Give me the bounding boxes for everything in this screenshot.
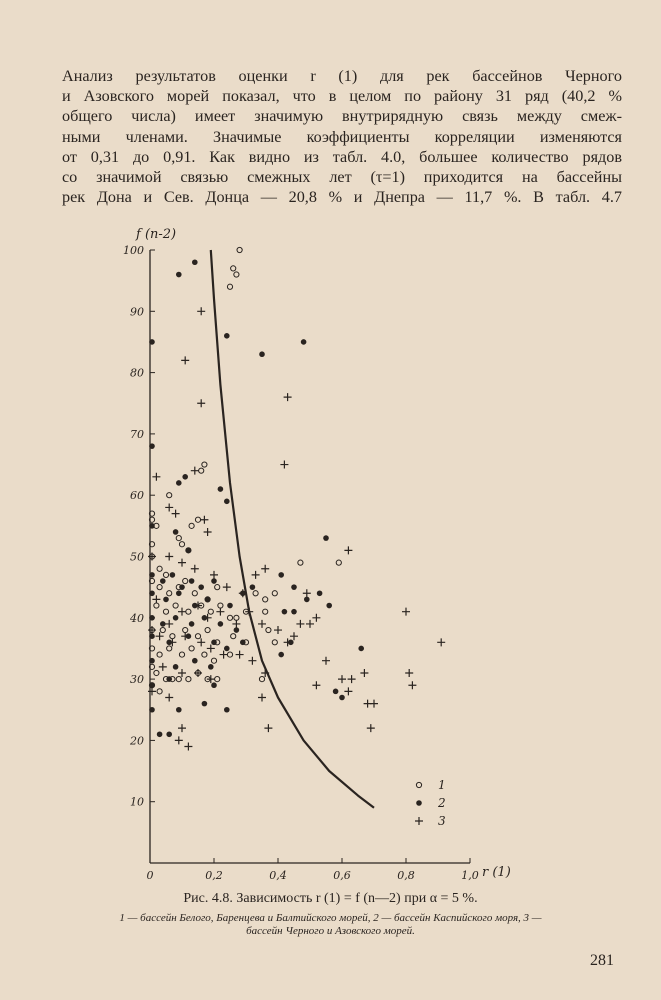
data-point-series-2 <box>186 548 192 554</box>
data-point-series-1 <box>215 677 220 682</box>
paragraph-line: общего числа) имеет значимую внутрирядную связь между смеж- <box>62 107 622 126</box>
data-point-series-1 <box>272 640 277 645</box>
data-point-series-3 <box>178 559 186 567</box>
data-point-series-3 <box>216 608 224 616</box>
data-point-series-3 <box>274 626 282 634</box>
data-point-series-3 <box>306 620 314 628</box>
data-point-series-2 <box>205 597 211 603</box>
data-point-series-1 <box>179 652 184 657</box>
data-point-series-2 <box>189 578 195 584</box>
data-point-series-1 <box>183 578 188 583</box>
data-point-series-3 <box>191 467 199 475</box>
data-point-series-2 <box>323 535 329 541</box>
data-point-series-2 <box>218 486 224 492</box>
data-point-series-2 <box>149 572 155 578</box>
data-point-series-1 <box>183 627 188 632</box>
data-point-series-1 <box>195 634 200 639</box>
data-point-series-2 <box>179 584 185 590</box>
chart-legend <box>415 778 446 828</box>
data-point-series-3 <box>220 651 228 659</box>
y-tick-label: 90 <box>130 305 144 319</box>
data-point-series-3 <box>232 620 240 628</box>
data-point-series-2 <box>250 584 256 590</box>
data-point-series-3 <box>204 614 212 622</box>
data-point-series-3 <box>200 516 208 524</box>
critical-curve-group <box>211 250 374 808</box>
data-point-series-3 <box>178 608 186 616</box>
data-point-series-3 <box>402 608 410 616</box>
data-point-series-1 <box>163 572 168 577</box>
data-point-series-2 <box>149 633 155 639</box>
data-point-series-2 <box>163 597 169 603</box>
data-point-series-1 <box>176 536 181 541</box>
data-point-series-1 <box>218 603 223 608</box>
data-point-series-3 <box>367 724 375 732</box>
data-point-series-1 <box>234 272 239 277</box>
data-point-series-2 <box>301 339 307 345</box>
legend-label: 3 <box>438 814 446 828</box>
data-point-series-3 <box>165 620 173 628</box>
data-point-series-3 <box>152 473 160 481</box>
data-point-series-2 <box>278 652 284 658</box>
legend-marker <box>415 817 423 825</box>
data-point-series-3 <box>204 528 212 536</box>
data-point-series-1 <box>154 603 159 608</box>
data-point-series-1 <box>160 627 165 632</box>
data-point-series-3 <box>280 461 288 469</box>
data-point-series-1 <box>157 566 162 571</box>
data-point-series-3 <box>172 510 180 518</box>
data-point-series-3 <box>338 675 346 683</box>
data-point-series-3 <box>258 693 266 701</box>
data-point-series-2 <box>208 664 214 670</box>
data-point-series-3 <box>165 553 173 561</box>
data-point-series-1 <box>157 652 162 657</box>
data-point-series-3 <box>175 736 183 744</box>
data-point-series-3 <box>284 638 292 646</box>
data-point-series-3 <box>360 669 368 677</box>
data-point-series-1 <box>272 591 277 596</box>
data-point-series-2 <box>160 621 166 627</box>
y-tick-label: 60 <box>130 489 144 503</box>
data-point-series-2 <box>211 578 217 584</box>
data-point-series-2 <box>149 615 155 621</box>
data-point-series-3 <box>152 595 160 603</box>
data-point-series-1 <box>208 609 213 614</box>
data-point-series-3 <box>248 657 256 665</box>
data-point-series-3 <box>312 681 320 689</box>
data-point-series-1 <box>231 634 236 639</box>
y-tick-label: 10 <box>130 795 144 809</box>
data-point-series-3 <box>370 700 378 708</box>
data-point-series-2 <box>149 682 155 688</box>
data-point-series-3 <box>159 663 167 671</box>
data-point-series-3 <box>296 620 304 628</box>
paragraph-line: от 0,31 до 0,91. Как видно из табл. 4.0, большее количество рядов <box>62 147 622 166</box>
data-point-series-2 <box>149 707 155 713</box>
data-point-series-2 <box>211 682 217 688</box>
y-tick-label: 80 <box>130 366 144 380</box>
data-point-series-2 <box>224 707 230 713</box>
data-point-series-2 <box>291 584 297 590</box>
legend-label: 2 <box>438 796 446 810</box>
data-point-series-3 <box>165 693 173 701</box>
data-point-series-3 <box>344 687 352 695</box>
data-point-series-2 <box>166 731 172 737</box>
data-point-series-2 <box>326 603 332 609</box>
x-tick-label: 0 <box>146 869 154 882</box>
data-point-series-2 <box>227 603 233 609</box>
data-point-series-1 <box>192 591 197 596</box>
data-point-series-2 <box>259 351 265 357</box>
data-point-series-3 <box>191 565 199 573</box>
chart-ticks <box>123 244 479 882</box>
data-point-series-1 <box>157 585 162 590</box>
data-point-series-2 <box>192 658 198 664</box>
data-point-series-1 <box>170 634 175 639</box>
data-point-series-1 <box>189 646 194 651</box>
data-point-series-2 <box>234 627 240 633</box>
data-point-series-1 <box>298 560 303 565</box>
x-tick-label: 0,8 <box>397 869 415 882</box>
data-point-series-3 <box>405 669 413 677</box>
data-point-series-1 <box>259 677 264 682</box>
data-point-series-2 <box>166 676 172 682</box>
data-point-series-2 <box>173 664 179 670</box>
data-point-series-3 <box>184 743 192 751</box>
data-point-series-2 <box>192 259 198 265</box>
data-point-series-3 <box>258 620 266 628</box>
data-point-series-2 <box>160 578 166 584</box>
data-point-series-1 <box>173 603 178 608</box>
data-point-series-3 <box>165 503 173 511</box>
x-tick-label: 1,0 <box>461 869 479 882</box>
figure-legend-line: 1 — бассейн Белого, Баренцева и Балтийского морей, 2 — бассейн Каспийского моря, 3 — <box>119 912 542 924</box>
data-point-series-1 <box>215 585 220 590</box>
data-point-series-3 <box>178 669 186 677</box>
data-point-series-1 <box>189 523 194 528</box>
data-point-series-3 <box>261 565 269 573</box>
data-point-series-1 <box>157 689 162 694</box>
data-point-series-3 <box>197 307 205 315</box>
data-point-series-2 <box>202 701 208 707</box>
data-point-series-1 <box>336 560 341 565</box>
data-point-series-3 <box>197 399 205 407</box>
y-tick-label: 20 <box>130 734 144 748</box>
data-point-series-2 <box>358 646 364 652</box>
data-point-series-3 <box>178 724 186 732</box>
data-point-series-1 <box>227 615 232 620</box>
data-point-series-2 <box>149 523 155 529</box>
data-point-series-1 <box>167 591 172 596</box>
data-point-series-2 <box>218 621 224 627</box>
y-tick-label: 70 <box>130 427 144 441</box>
x-tick-label: 0,4 <box>269 869 287 882</box>
data-point-series-1 <box>263 597 268 602</box>
data-point-series-2 <box>282 609 288 615</box>
x-tick-label: 0,6 <box>333 869 351 882</box>
data-point-series-2 <box>291 609 297 615</box>
data-point-series-3 <box>148 687 156 695</box>
paragraph-line: со значимой связью смежных лет (τ=1) приходится на бассейны <box>62 168 622 187</box>
data-point-series-3 <box>181 632 189 640</box>
data-point-series-3 <box>168 638 176 646</box>
legend-label: 1 <box>438 778 446 792</box>
data-point-series-3 <box>207 644 215 652</box>
data-point-series-1 <box>195 517 200 522</box>
data-point-series-3 <box>223 583 231 591</box>
legend-marker <box>416 800 422 806</box>
paragraph-line: рек Дона и Сев. Донца — 20,8 % и Днепра — 11,7 %. В табл. 4.7 <box>62 188 622 207</box>
data-point-series-3 <box>148 553 156 561</box>
data-point-series-1 <box>205 627 210 632</box>
data-point-series-3 <box>437 638 445 646</box>
y-tick-label: 40 <box>130 611 144 625</box>
data-point-series-1 <box>179 542 184 547</box>
figure-legend <box>0 912 661 938</box>
data-point-series-1 <box>237 247 242 252</box>
data-point-series-3 <box>236 651 244 659</box>
data-point-series-2 <box>176 590 182 596</box>
data-point-series-2 <box>149 339 155 345</box>
x-axis-label: r (1) <box>482 865 511 880</box>
data-point-series-2 <box>224 333 230 339</box>
data-point-series-2 <box>224 499 230 505</box>
chart-axes <box>150 250 470 863</box>
legend-marker <box>416 782 421 787</box>
data-point-series-2 <box>278 572 284 578</box>
data-point-series-2 <box>211 640 217 646</box>
data-point-series-2 <box>149 590 155 596</box>
data-point-series-3 <box>148 626 156 634</box>
data-point-series-3 <box>181 356 189 364</box>
data-point-series-3 <box>197 638 205 646</box>
data-point-series-3 <box>348 675 356 683</box>
figure-caption: Рис. 4.8. Зависимость r (1) = f (n—2) при α = 5 %. <box>183 891 478 906</box>
data-point-series-3 <box>194 669 202 677</box>
data-point-series-1 <box>167 646 172 651</box>
data-point-series-1 <box>266 627 271 632</box>
x-tick-label: 0,2 <box>205 869 223 882</box>
data-point-series-2 <box>176 272 182 278</box>
data-point-series-2 <box>170 572 176 578</box>
data-point-series-2 <box>176 480 182 486</box>
data-point-series-2 <box>198 584 204 590</box>
data-point-series-2 <box>149 443 155 449</box>
data-point-series-1 <box>227 284 232 289</box>
data-point-series-2 <box>189 621 195 627</box>
data-point-series-1 <box>253 591 258 596</box>
data-point-series-2 <box>240 640 246 646</box>
data-point-series-1 <box>186 677 191 682</box>
data-point-series-1 <box>202 652 207 657</box>
data-point-series-2 <box>173 615 179 621</box>
critical-curve <box>211 250 374 808</box>
data-point-series-2 <box>176 707 182 713</box>
paragraph-line: ными членами. Значимые коэффициенты корреляции изменяются <box>62 127 622 146</box>
chart-points <box>148 247 445 750</box>
data-point-series-3 <box>408 681 416 689</box>
y-tick-label: 50 <box>130 550 144 564</box>
data-point-series-2 <box>304 597 310 603</box>
y-tick-label: 100 <box>123 244 144 257</box>
data-point-series-3 <box>252 571 260 579</box>
data-point-series-1 <box>167 493 172 498</box>
paragraph-line: и Азовского морей показал, что в целом по району 31 ряд (40,2 % <box>62 87 622 106</box>
data-point-series-1 <box>211 658 216 663</box>
data-point-series-2 <box>173 529 179 535</box>
data-point-series-1 <box>202 462 207 467</box>
data-point-series-2 <box>149 658 155 664</box>
data-point-series-2 <box>224 646 230 652</box>
y-tick-label: 30 <box>130 673 144 687</box>
data-point-series-3 <box>156 632 164 640</box>
data-point-series-1 <box>231 266 236 271</box>
data-point-series-2 <box>317 590 323 596</box>
data-point-series-3 <box>284 393 292 401</box>
page-number: 281 <box>590 952 614 969</box>
data-point-series-1 <box>176 677 181 682</box>
paragraph-line: Анализ результатов оценки r (1) для рек бассейнов Черного <box>62 67 622 85</box>
data-point-series-3 <box>264 724 272 732</box>
data-point-series-1 <box>263 609 268 614</box>
data-point-series-3 <box>322 657 330 665</box>
data-point-series-1 <box>163 609 168 614</box>
data-point-series-2 <box>182 474 188 480</box>
data-point-series-3 <box>312 614 320 622</box>
data-point-series-1 <box>186 609 191 614</box>
data-point-series-2 <box>339 695 345 701</box>
data-point-series-1 <box>154 670 159 675</box>
data-point-series-3 <box>210 571 218 579</box>
y-axis-label: f (n-2) <box>136 227 177 242</box>
data-point-series-3 <box>290 632 298 640</box>
data-point-series-2 <box>157 731 163 737</box>
data-point-series-1 <box>234 615 239 620</box>
data-point-series-2 <box>333 689 339 695</box>
data-point-series-3 <box>344 546 352 554</box>
data-point-series-1 <box>199 468 204 473</box>
figure-legend-line: бассейн Черного и Азовского морей. <box>246 925 415 937</box>
data-point-series-1 <box>227 652 232 657</box>
data-point-series-3 <box>303 589 311 597</box>
